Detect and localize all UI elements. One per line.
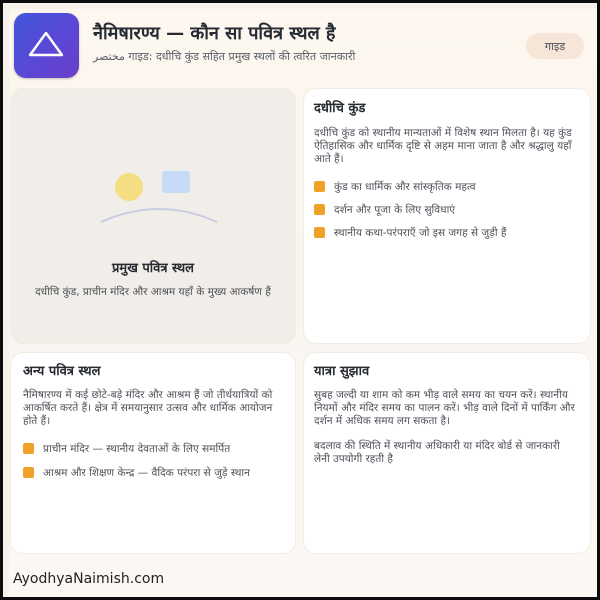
page-title: नैमिषारण्य — कौन सा पवित्र स्थल है — [93, 23, 336, 44]
guide-badge[interactable]: गाइड — [526, 33, 584, 59]
hero-description: दधीचि कुंड, प्राचीन मंदिर और आश्रम यहाँ के मुख्य आकर्षण हैं — [35, 286, 271, 298]
bullet-icon — [314, 204, 325, 215]
other-places-card: अन्य पवित्र स्थल नैमिषारण्य में कई छोटे-बड़े मंदिर और आश्रम हैं जो तीर्थयात्रियों को आकर्षित करते हैं। क्षेत्र में समयानुसार उत्सव और धार्मिक आयोजन होते हैं। प्राचीन मंदिर — स्थानीय देवताओं के लिए समर्पित आश्रम और शिक्षण केन्द्र — वैदिक परंपरा से जुड़े स्थान — [11, 353, 295, 553]
other-places-text: नैमिषारण्य में कई छोटे-बड़े मंदिर और आश्रम हैं जो तीर्थयात्रियों को आकर्षित करते हैं। क्षेत्र में समयानुसार उत्सव और धार्मिक आयोजन होते हैं। — [23, 389, 273, 427]
horizon-icon — [99, 202, 219, 224]
dadhichi-card: दधीचि कुंड दधीचि कुंड को स्थानीय मान्यताओं में विशेष स्थान मिलता है। यह कुंड ऐतिहासिक और धार्मिक दृष्टि से अहम माना जाता है और श्रद्धालु यहाँ आते हैं। कुंड का धार्मिक और सांस्कृतिक महत्व दर्शन और पूजा के लिए सुविधाएं स्थानीय कथा-परंपराएँ जो इस जगह से जुड़ी हैं — [304, 89, 590, 343]
bullet-icon — [314, 227, 325, 238]
travel-tips-note: बदलाव की स्थिति में स्थानीय अधिकारी या मंदिर बोर्ड से जानकारी लेनी उपयोगी रहती है — [314, 440, 560, 465]
travel-tips-text: सुबह जल्दी या शाम को कम भीड़ वाले समय का चयन करें। स्थानीय नियमों और मंदिर समय का पालन करें। भीड़ वाले दिनों में पार्किंग और दर्शन में अधिक समय लग सकता है। — [314, 389, 575, 427]
footer-brand[interactable]: AyodhyaNaimish.com — [13, 571, 165, 587]
dadhichi-title: दधीचि कुंड — [314, 101, 366, 116]
bullet-icon — [23, 443, 34, 454]
bullet-icon — [314, 181, 325, 192]
travel-tips-card — [304, 353, 590, 553]
sun-icon — [115, 173, 143, 201]
page — [9, 9, 597, 597]
travel-tips-title: यात्रा सुझाव — [314, 364, 370, 379]
image-placeholder-icon — [162, 171, 190, 193]
hero-title: प्रमुख पवित्र स्थल — [112, 261, 194, 276]
app-logo — [14, 13, 79, 78]
page-subtitle: مختصر गाइड: दधीचि कुंड सहित प्रमुख स्थलों की त्वरित जानकारी — [93, 50, 356, 63]
other-places-title: अन्य पवित्र स्थल — [23, 364, 101, 379]
dadhichi-text: दधीचि कुंड को स्थानीय मान्यताओं में विशेष स्थान मिलता है। यह कुंड ऐतिहासिक और धार्मिक दृष्टि से अहम माना जाता है और श्रद्धालु यहाँ आते हैं। — [314, 127, 572, 165]
hero-card — [11, 89, 295, 343]
triangle-icon — [28, 31, 64, 57]
bullet-icon — [23, 467, 34, 478]
